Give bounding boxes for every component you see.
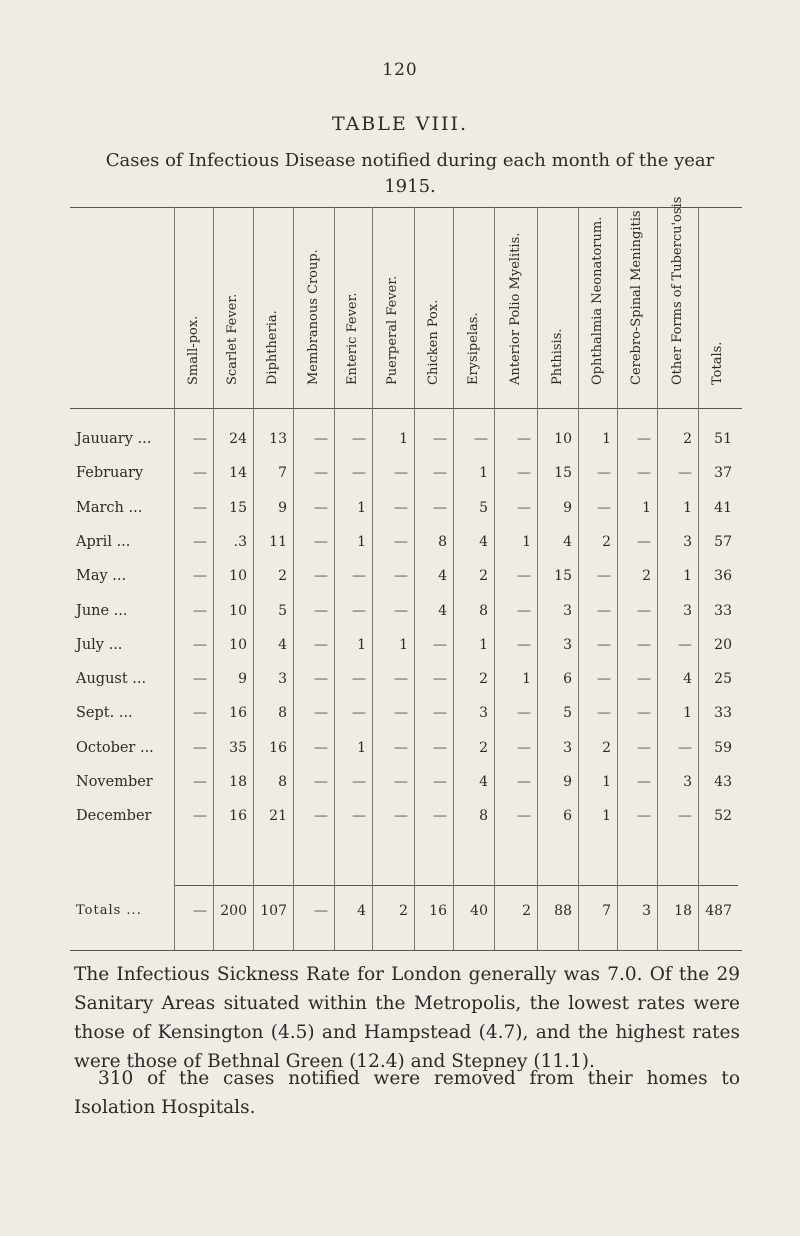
table-cell: — [314, 602, 328, 619]
table-cell: 21 [269, 808, 287, 825]
table-cell: — [637, 739, 651, 756]
table-cell: — [433, 705, 447, 722]
table-cell: 20 [714, 636, 732, 653]
table-cell: 43 [714, 774, 732, 790]
column-header [174, 210, 213, 406]
table-cell: — [433, 431, 447, 447]
table-cell: 9 [563, 774, 572, 790]
table-cell: 33 [714, 602, 732, 619]
table-cell: 4 [479, 533, 488, 550]
table-cell: 3 [683, 774, 692, 790]
table-cell: 6 [563, 808, 572, 825]
table-cell: 1 [522, 671, 531, 688]
table-cell: — [352, 671, 366, 688]
column-header-label: Other Forms of Tubercu'osis [669, 196, 685, 385]
table-cell: 2 [479, 568, 488, 585]
table-cell: 7 [278, 465, 287, 482]
totals-cell: — [193, 903, 207, 919]
table-cell: — [352, 602, 366, 619]
table-cell: 41 [714, 499, 732, 516]
table-cell: .3 [233, 533, 247, 550]
table-cell: 57 [714, 533, 732, 550]
table-cell: 4 [438, 568, 447, 585]
table-cell: 1 [602, 808, 611, 825]
table-cell: — [517, 431, 531, 447]
table-cell: — [352, 774, 366, 790]
table-cell: 11 [269, 533, 287, 550]
table-caption: Cases of Infectious Disease notified during each month of the year 1915. [105, 150, 715, 197]
column-header [578, 210, 617, 406]
table-cell: — [433, 465, 447, 482]
table-cell: — [314, 671, 328, 688]
table-cell: 1 [399, 636, 408, 653]
column-header-label: Puerperal Fever. [385, 275, 400, 385]
table-cell: — [352, 431, 366, 447]
table-cell: — [394, 705, 408, 722]
table-cell: 1 [522, 533, 531, 550]
column-header [698, 210, 738, 406]
table-cell: — [597, 602, 611, 619]
table-cell: — [433, 774, 447, 790]
table-cell: 8 [479, 602, 488, 619]
table-cell: — [193, 636, 207, 653]
table-cell: — [433, 808, 447, 825]
column-header-label: Small-pox. [185, 315, 201, 385]
table-cell: 3 [683, 533, 692, 550]
totals-cell: 88 [554, 903, 572, 919]
table-cell: 36 [714, 568, 732, 585]
table-cell: — [193, 808, 207, 825]
table-cell: 3 [563, 636, 572, 653]
row-label: March ... [76, 499, 143, 516]
table-cell: 1 [602, 774, 611, 790]
table-cell: — [352, 705, 366, 722]
table-cell: — [314, 774, 328, 790]
table-cell: — [637, 602, 651, 619]
table-cell: 4 [683, 671, 692, 688]
table-cell: — [394, 774, 408, 790]
totals-cell: 200 [220, 903, 247, 919]
totals-label: Totals ... [76, 903, 142, 918]
column-header-label: Scarlet Fever. [225, 293, 240, 385]
totals-cell: 40 [470, 903, 488, 919]
table-cell: — [433, 739, 447, 756]
table-cell: 1 [479, 465, 488, 482]
table-cell: — [352, 808, 366, 825]
totals-cell: 2 [522, 903, 531, 919]
table-cell: — [314, 431, 328, 447]
table-cell: 3 [563, 739, 572, 756]
table-cell: 8 [278, 705, 287, 722]
table-cell: 8 [438, 533, 447, 550]
table-cell: — [517, 636, 531, 653]
column-header-label: Chicken Pox. [425, 299, 441, 385]
table-title: TABLE VIII. [331, 113, 469, 135]
table-cell: — [394, 465, 408, 482]
table-cell: — [637, 636, 651, 653]
row-label: October ... [76, 739, 154, 756]
page-number: 120 [382, 60, 418, 80]
header-rule [70, 408, 742, 409]
table-cell: — [352, 568, 366, 585]
column-header-label: Totals. [710, 341, 725, 385]
row-label: April ... [76, 533, 131, 550]
totals-cell: 107 [260, 903, 287, 919]
table-cell: — [678, 739, 692, 756]
table-cell: — [637, 431, 651, 447]
paragraph-2: 310 of the cases notified were removed from their homes to Isolation Hospitals. [74, 1068, 740, 1118]
table-cell: — [394, 671, 408, 688]
column-header [537, 210, 578, 406]
table-cell: — [193, 671, 207, 688]
table-cell: 9 [278, 499, 287, 516]
column-header [334, 210, 372, 406]
table-cell: 2 [602, 739, 611, 756]
table-cell: — [193, 533, 207, 550]
table-cell: 1 [683, 705, 692, 722]
column-header [213, 210, 253, 406]
table-cell: 51 [714, 431, 732, 447]
table-cell: — [597, 705, 611, 722]
table-cell: — [193, 739, 207, 756]
totals-cell: 7 [602, 903, 611, 919]
column-header [414, 210, 453, 406]
table-cell: — [637, 774, 651, 790]
table-cell: 59 [714, 739, 732, 756]
table-cell: 2 [642, 568, 651, 585]
table-cell: 35 [229, 739, 247, 756]
table-cell: 16 [229, 808, 247, 825]
row-label: July ... [76, 636, 123, 653]
totals-cell: — [314, 903, 328, 919]
row-label: November [76, 774, 153, 790]
table-cell: — [193, 465, 207, 482]
table-cell: 2 [683, 431, 692, 447]
table-cell: 9 [238, 671, 247, 688]
row-label: June ... [76, 602, 128, 619]
column-header [372, 210, 414, 406]
column-header [494, 210, 537, 406]
table-cell: 1 [357, 636, 366, 653]
table-cell: — [678, 636, 692, 653]
totals-cell: 4 [357, 903, 366, 919]
totals-cell: 18 [674, 903, 692, 919]
row-label: Jauuary ... [76, 431, 152, 447]
table-cell: 1 [357, 499, 366, 516]
table-cell: — [314, 499, 328, 516]
table-cell: 15 [554, 465, 572, 482]
table-cell: 24 [229, 431, 247, 447]
table-cell: — [517, 465, 531, 482]
table-cell: — [637, 671, 651, 688]
column-header-label: Phthisis. [549, 328, 565, 385]
table-cell: 4 [438, 602, 447, 619]
table-cell: 4 [563, 533, 572, 550]
table-cell: 13 [269, 431, 287, 447]
table-cell: 1 [357, 533, 366, 550]
table-cell: — [678, 808, 692, 825]
table-cell: — [394, 533, 408, 550]
table-cell: — [597, 499, 611, 516]
table-cell: — [314, 568, 328, 585]
totals-cell: 16 [429, 903, 447, 919]
table-cell: — [517, 499, 531, 516]
table-cell: — [314, 533, 328, 550]
table-cell: 3 [683, 602, 692, 619]
table-cell: — [193, 431, 207, 447]
table-bottom-rule [70, 950, 742, 951]
row-label: December [76, 808, 152, 825]
table-cell: — [433, 499, 447, 516]
table-cell: 10 [554, 431, 572, 447]
table-cell: — [193, 499, 207, 516]
column-header-label: Erysipelas. [465, 312, 481, 385]
column-header-label: Enteric Fever. [345, 292, 360, 385]
table-cell: 3 [479, 705, 488, 722]
table-cell: — [637, 533, 651, 550]
column-header [617, 210, 657, 406]
table-cell: 3 [563, 602, 572, 619]
table-cell: 4 [479, 774, 488, 790]
table-cell: — [517, 568, 531, 585]
table-cell: 2 [278, 568, 287, 585]
table-cell: — [597, 671, 611, 688]
row-label: Sept. ... [76, 705, 133, 722]
column-header-label: Diphtheria. [265, 310, 280, 385]
table-cell: 5 [479, 499, 488, 516]
table-cell: 10 [229, 602, 247, 619]
table-cell: 1 [683, 568, 692, 585]
table-cell: — [517, 739, 531, 756]
table-cell: 15 [229, 499, 247, 516]
table-cell: — [517, 705, 531, 722]
table-cell: 8 [278, 774, 287, 790]
table-cell: 3 [278, 671, 287, 688]
table-cell: 2 [479, 671, 488, 688]
table-cell: 1 [399, 431, 408, 447]
table-cell: — [314, 705, 328, 722]
table-cell: — [193, 568, 207, 585]
table-cell: — [394, 602, 408, 619]
table-cell: 2 [602, 533, 611, 550]
table-cell: — [394, 499, 408, 516]
table-cell: — [517, 808, 531, 825]
table-cell: 8 [479, 808, 488, 825]
row-label: August ... [76, 671, 147, 688]
table-cell: — [678, 465, 692, 482]
table-cell: — [474, 431, 488, 447]
paragraph-1: The Infectious Sickness Rate for London generally was 7.0. Of the 29 Sanitary Areas situated within the Metropolis, the lowest rates were those of Kensington (4.5) and Hampstead (4.7), and the highest rates were those of Bethnal Green (12.4) and Stepney (11.1). [74, 964, 740, 1072]
table-cell: — [394, 808, 408, 825]
table-cell: — [314, 739, 328, 756]
totals-cell: 487 [705, 903, 732, 919]
table-cell: — [193, 705, 207, 722]
table-cell: — [394, 739, 408, 756]
table-cell: 4 [278, 636, 287, 653]
column-header-label: Membranous Croup. [305, 249, 321, 385]
table-cell: — [517, 774, 531, 790]
table-cell: 16 [229, 705, 247, 722]
table-top-rule [70, 207, 742, 208]
table-cell: 1 [479, 636, 488, 653]
table-cell: — [597, 636, 611, 653]
table-cell: 10 [229, 636, 247, 653]
table-cell: 25 [714, 671, 732, 688]
table-cell: 33 [714, 705, 732, 722]
table-cell: — [193, 774, 207, 790]
table-cell: — [597, 465, 611, 482]
table-cell: — [314, 636, 328, 653]
totals-rule [174, 885, 738, 886]
table-cell: — [314, 465, 328, 482]
totals-cell: 3 [642, 903, 651, 919]
table-cell: 15 [554, 568, 572, 585]
column-header-label: Ophthalmia Neonatorum. [589, 216, 605, 385]
column-header [657, 196, 698, 406]
table-cell: 16 [269, 739, 287, 756]
table-cell: — [517, 602, 531, 619]
table-cell: 37 [714, 465, 732, 482]
table-cell: 1 [683, 499, 692, 516]
column-header [293, 210, 334, 406]
table-cell: — [433, 636, 447, 653]
totals-cell: 2 [399, 903, 408, 919]
table-cell: — [394, 568, 408, 585]
column-header [253, 210, 293, 406]
row-label: February [76, 465, 144, 482]
table-cell: 18 [229, 774, 247, 790]
table-cell: — [637, 808, 651, 825]
table-cell: — [433, 671, 447, 688]
table-cell: 14 [229, 465, 247, 482]
row-label: May ... [76, 568, 127, 585]
table-cell: — [352, 465, 366, 482]
column-header [453, 210, 494, 406]
table-cell: 10 [229, 568, 247, 585]
table-cell: — [597, 568, 611, 585]
table-cell: 5 [563, 705, 572, 722]
table-cell: 2 [479, 739, 488, 756]
table-cell: — [193, 602, 207, 619]
table-cell: 1 [602, 431, 611, 447]
table-cell: 9 [563, 499, 572, 516]
table-cell: 1 [642, 499, 651, 516]
table-cell: 6 [563, 671, 572, 688]
table-cell: 52 [714, 808, 732, 825]
table-cell: — [637, 465, 651, 482]
column-header-label: Cerebro-Spinal Meningitis [629, 210, 644, 385]
table-cell: — [314, 808, 328, 825]
table-cell: 5 [278, 602, 287, 619]
column-header-label: Anterior Polio Myelitis. [507, 232, 523, 385]
table-cell: — [637, 705, 651, 722]
table-cell: 1 [357, 739, 366, 756]
